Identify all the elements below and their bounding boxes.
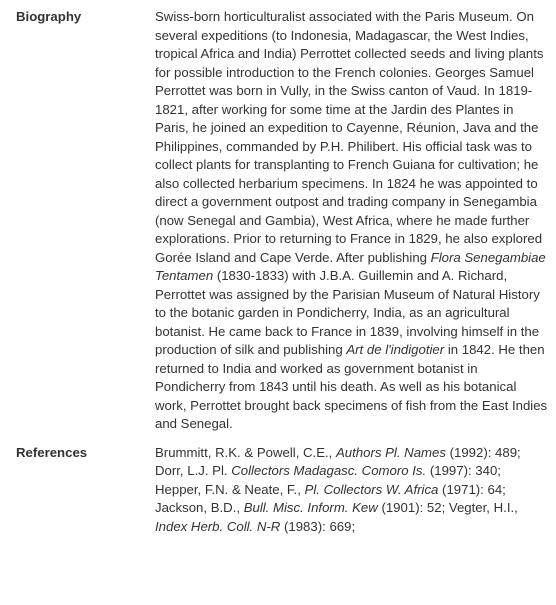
reference-text-part: (1901): 52; Vegter, H.I.,	[377, 500, 518, 515]
book-title-flora-senegambiae: Flora Senegambiae Tentamen	[155, 249, 546, 283]
references-label: References	[16, 444, 88, 460]
reference-title: Collectors Madagasc. Comoro Is.	[231, 463, 427, 478]
reference-text-part: (1971): 64; Jackson, B.D.,	[155, 481, 506, 515]
reference-text-part: Brummitt, R.K. & Powell, C.E.,	[155, 444, 336, 460]
biography-text-part: in 1842. He then returned to India and worked as government botanist in Pondicherry from 1843 until his death. As well as his botanical work, Perrottet brought back specimens of fish from the East Indies and Senegal.	[155, 342, 548, 431]
biography-text-part: Swiss-born horticulturalist associated with the Paris Museum. On several expeditions (to Indonesia, Madagascar, the West Indies, tropical Africa and India) Perrottet collected seeds and living plants for possible introduction to the French colonies. Georges Samuel Perrottet was born in Vully, in the Swiss canton of Vaud. In 1819-1821, after working for some time at the Jardin des Plantes in Paris, he joined an expedition to Cayenne, Réunion, Java and the Philippines, commanded by P.H. Philibert. His official task was to collect plants for transplanting to French Guiana for cultivation; he also collected herbarium specimens. In 1824 he was appointed to direct a government outpost and trading company in Senegambia (now Senegal and Gambia), West Africa, where he made further explorations. Prior to returning to France in 1829, he also explored Gorée Island and Cape Verde. After publishing	[155, 9, 544, 265]
biography-text-part: (1830-1833) with J.B.A. Guillemin and A. Richard, Perrottet was assigned by the Parisian Museum of Natural History to the botanic garden in Pondicherry, India, as an agricultural botanist. He came back to France in 1839, involving himself in the production of silk and publishing	[155, 268, 540, 357]
references-text	[155, 444, 550, 537]
reference-text-part: (1983): 669;	[280, 518, 356, 534]
reference-text-part: (1997): 340; Hepper, F.N. & Neate, F.,	[155, 463, 501, 497]
biography-text	[155, 8, 550, 434]
references-row	[0, 434, 556, 537]
reference-title: Authors Pl. Names	[336, 444, 446, 460]
reference-text-part: (1992): 489; Dorr, L.J. Pl.	[155, 444, 521, 478]
book-title-art-de-lindigotier: Art de l'indigotier	[346, 342, 445, 357]
reference-title: Bull. Misc. Inform. Kew	[243, 500, 378, 515]
biography-label: Biography	[16, 9, 82, 24]
reference-title: Index Herb. Coll. N-R	[155, 518, 281, 534]
reference-title: Pl. Collectors W. Africa	[304, 481, 439, 497]
